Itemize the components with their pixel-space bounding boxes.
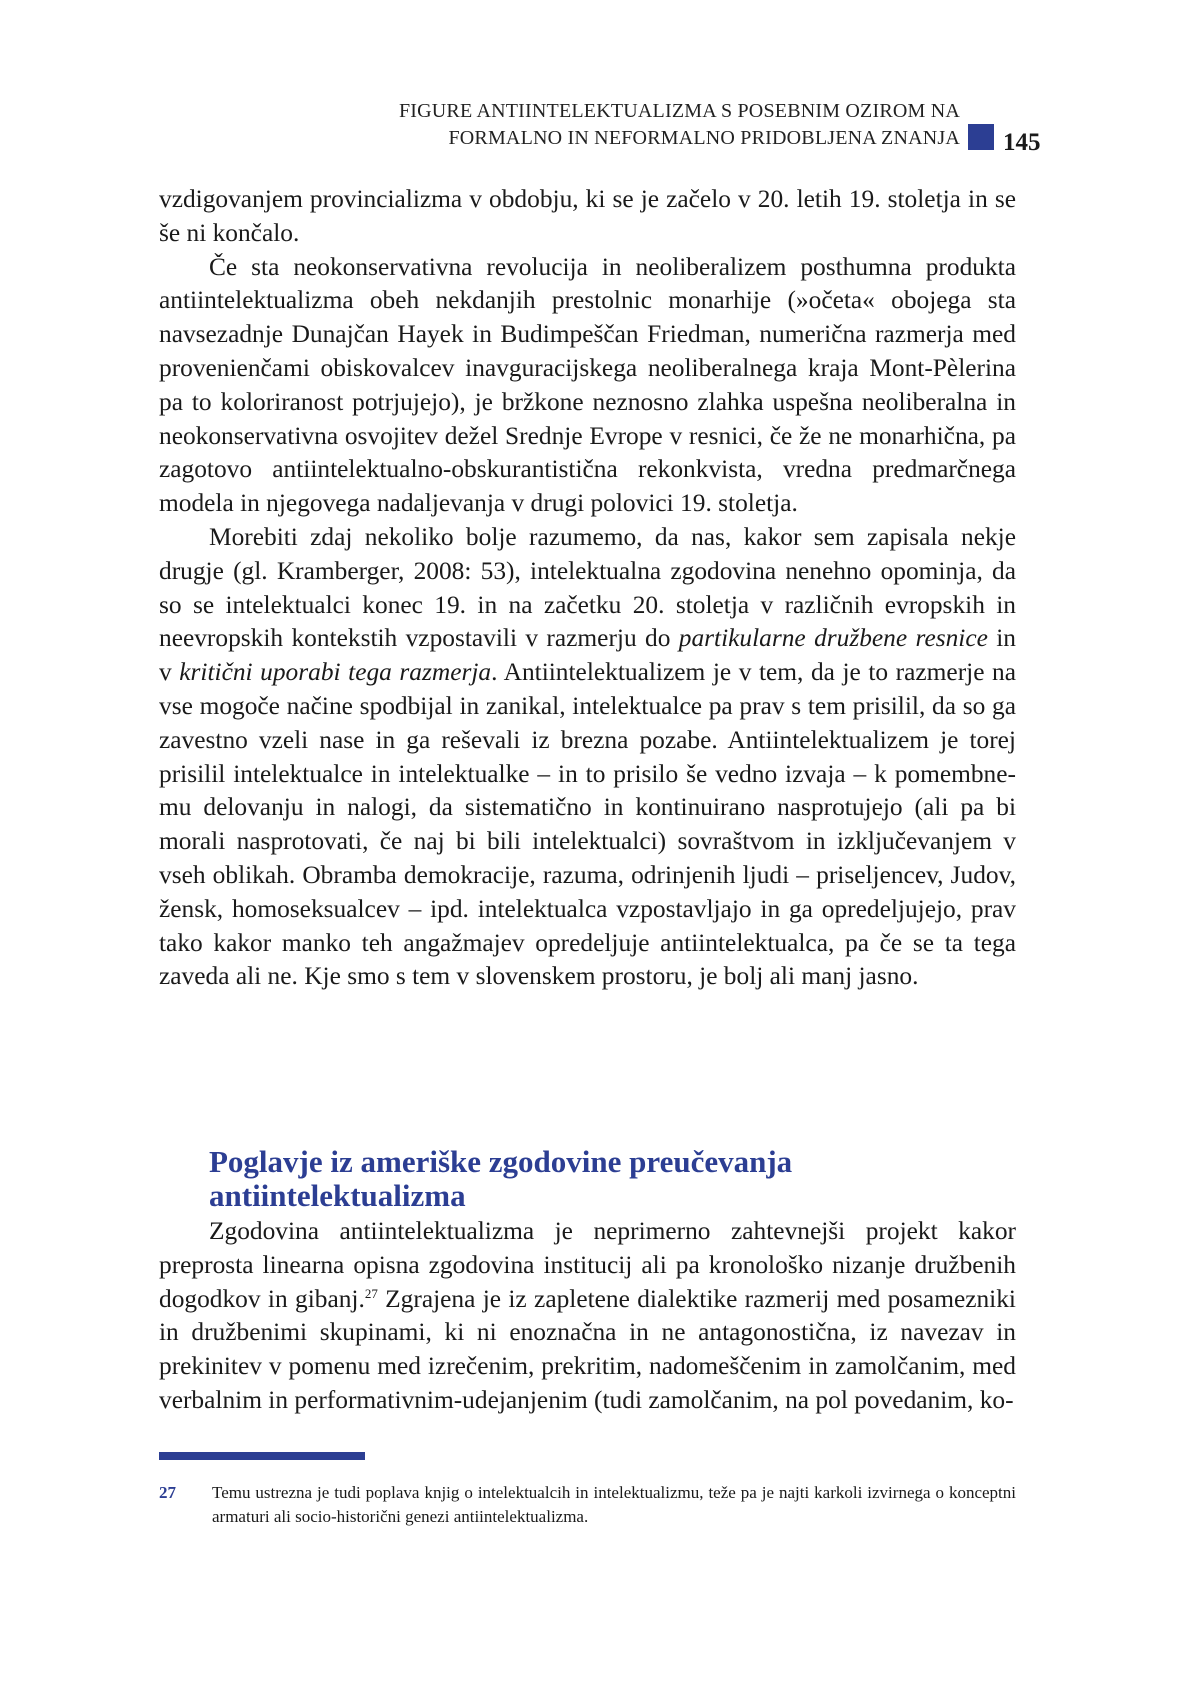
header-square-marker (968, 124, 994, 150)
footnote (159, 1481, 1016, 1529)
page-number: 145 (1003, 129, 1041, 156)
running-head (399, 98, 960, 152)
paragraph: Če sta neokonservativna revolucija in neoliberalizem posthumna produkta antiintelektualizma obeh nekdanjih prestolnic monarhije (»očeta« obojega sta navsezadnje Dunajčan Hayek in Budimpeščan Friedman, numerična razmerja med provenienčami obiskovalcev inavguracijskega neoliberalnega kraja Mont-Pèlerina pa to koloriranost potrjujejo), je bržkone neznosno zlahka uspešna neoliberalna in neokonservativna osvojitev dežel Srednje Evrope v resnici, če že ne monarhična, pa zagotovo antiintelektualno-obskurantistična rekonkvista, vredna predmarčnega modela in njegovega nadaljevanja v drugi polovici 19. stoletja. (159, 252, 1016, 518)
italic-phrase: kritični uporabi tega razmerja (179, 658, 492, 687)
paragraph-continuation: vzdigovanjem provincializma v obdobju, ki se je začelo v 20. letih 19. stoletja in se še ni končalo. (159, 185, 1016, 247)
section-text (159, 1215, 1016, 1418)
text-run: Morebiti zdaj nekoliko bolje razumemo, da nas, kakor sem zapisala nekje drugje (gl. Kramberger, 2008: 53), intelektualna zgodovina nenehno opominja, da so se intelektualci konec 19. in na začetku 20. stoletja v različnih evropskih in neevropskih kontekstih vzpostavili v razmerju do (159, 522, 1016, 653)
main-text (159, 183, 1016, 994)
running-head-line-1: FIGURE ANTIINTELEKTUALIZMA S POSEBNIM OZIROM NA (398, 100, 960, 122)
paragraph (159, 1215, 1016, 1418)
running-head-line-2: FORMALNO IN NEFORMALNO PRIDOBLJENA ZNANJA (448, 127, 960, 149)
section-heading: Poglavje iz ameriške zgodovine preučevanja antiintelektualizma (209, 1144, 793, 1213)
footnote-number: 27 (159, 1483, 176, 1502)
text-run: Zgrajena je iz zapletene dialektike razmerij med posamezniki in družbenimi skupinami, ki ni enoznačna in ne antagonostična, iz navezav in prekinitev v pomenu med izrečenim, prekritim, nadomeščenim in zamolčanim, med verbalnim in performativnim-udejanjenim (tudi zamolčanim, na pol povedanim, ko- (159, 1284, 1016, 1414)
text-run: Zgodovina antiintelektualizma je neprimerno zahtevnejši projekt kakor preprosta linearna opisna zgodovina institucij ali pa kronološko nizanje družbenih dogodkov in gibanj. (159, 1217, 1016, 1313)
text-run: . Antiintelektualizem je v tem, da je to razmerje na vse mogoče načine spodbijal in zanikal, intelektualce pa prav s tem prisilil, da so ga zavestno vzeli nase in ga reševali iz brezna pozabe. Antiintelektualizem je torej prisilil intelektualce in intelektualke – in to prisilo še vedno izvaja – k pomembnemu delovanju in nalogi, da sistematično in kontinuirano nasprotujejo (ali pa bi morali nasprotovati, če naj bi bili intelektualci) sovraštvom in izključevanjem v vseh oblikah. Obramba demokracije, razuma, odrinjenih ljudi – priseljencev, Judov, žensk, homoseksualcev – ipd. intelektualca vzpostavljajo in ga opredeljujejo, prav tako kakor manko teh angažmajev opredeljuje antiintelektualca, pa če se ta tega zaveda ali ne. Kje smo s tem v slovenskem prostoru, je bolj ali manj jasno. (159, 658, 1016, 991)
footnote-text: Temu ustrezna je tudi poplava knjig o intelektualcih in intelektualizmu, teže pa je najti karkoli izvirnega o konceptni armaturi ali socio-historični genezi antiintelektualizma. (212, 1483, 1016, 1526)
italic-phrase: partikularne družbene resnice (678, 624, 988, 653)
paragraph (159, 521, 1016, 994)
footnote-reference[interactable]: 27 (364, 1285, 378, 1301)
footnote-divider (159, 1452, 365, 1460)
text-run: in v (159, 624, 1016, 687)
